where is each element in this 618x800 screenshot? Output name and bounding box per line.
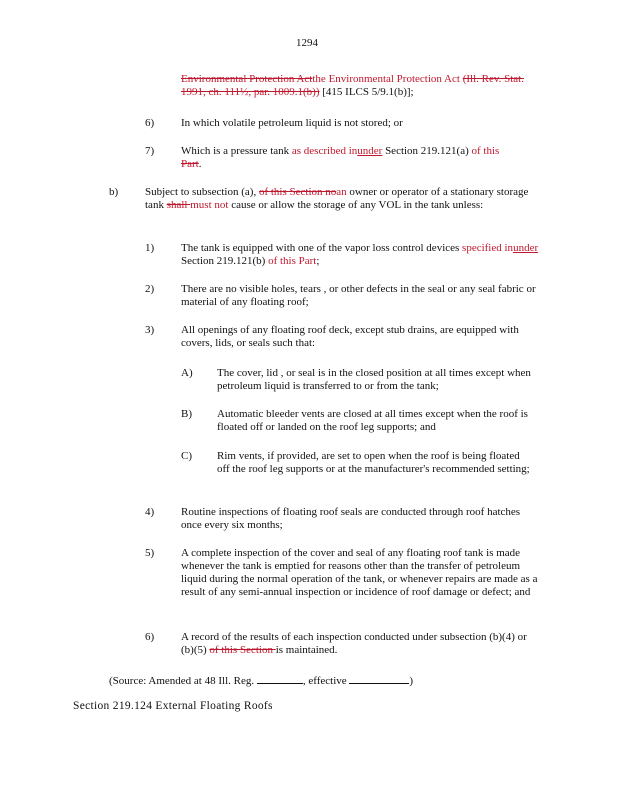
- item-number: 1): [145, 242, 155, 254]
- item-number: 5): [145, 547, 155, 559]
- plain-text: ;: [316, 255, 320, 267]
- subitem-text: Automatic bleeder vents are closed at all times except when the roof is floated off or landed on the roof leg supports; and: [217, 408, 528, 433]
- inserted-text: an: [336, 186, 347, 198]
- inserted-underlined-text: under: [357, 145, 383, 157]
- plain-text: A record of the results of each inspection conducted under subsection (b)(4) or (b)(5): [181, 631, 527, 656]
- inserted-text: specified in: [462, 242, 514, 254]
- item-number: 2): [145, 283, 155, 295]
- subitem-text: Rim vents, if provided, are set to open when the roof is being floated off the roof leg supports or at the manufacturer's recommended setting;: [217, 450, 530, 475]
- item-text: [181, 145, 541, 171]
- plain-text: The tank is equipped with one of the vapor loss control devices: [181, 242, 463, 254]
- deleted-text: of this Section: [209, 644, 276, 656]
- subsection-letter: b): [109, 186, 119, 198]
- effective-date-blank: [349, 673, 409, 684]
- item-text: [181, 631, 541, 657]
- plain-text: ): [409, 675, 414, 687]
- subitem-letter: C): [181, 450, 192, 462]
- item-text: There are no visible holes, tears , or other defects in the seal or any seal fabric or material of any floating roof;: [181, 283, 536, 308]
- plain-text: Section 219.121(b): [181, 255, 269, 267]
- page-number: 1294: [296, 37, 318, 49]
- plain-text: Subject to subsection (a),: [145, 186, 259, 198]
- inserted-text: of this: [471, 145, 500, 157]
- plain-text: owner or operator of a stationary storage tank: [145, 186, 529, 211]
- plain-text: Section 219.121(a): [382, 145, 472, 157]
- item-text: A complete inspection of the cover and seal of any floating roof tank is made whenever the tank is emptied for reasons other than the transfer of petroleum liquid during the normal operation of the tank, or whenever repairs are made as a result of any semi-annual inspection or incidence of roof damage or defect; and: [181, 547, 538, 598]
- deleted-text: Environmental Protection Act: [181, 73, 313, 85]
- deleted-text: of this Section no: [258, 186, 337, 198]
- item-text: All openings of any floating roof deck, except stub drains, are equipped with covers, lids, or seals such that:: [181, 324, 519, 349]
- plain-text: Which is a pressure tank: [181, 145, 292, 157]
- inserted-underlined-text: under: [513, 242, 539, 254]
- deleted-text: shall: [166, 199, 191, 211]
- inserted-text: must not: [190, 199, 229, 211]
- subitem-text: The cover, lid , or seal is in the closed position at all times except when petroleum liquid is transferred to or from the tank;: [217, 367, 531, 392]
- plain-text: , effective: [302, 675, 350, 687]
- item-number: 3): [145, 324, 155, 336]
- reg-blank: [257, 673, 303, 684]
- item-number: 6): [145, 631, 155, 643]
- source-note: [109, 673, 549, 688]
- plain-text: (Source: Amended at 48 Ill. Reg.: [109, 675, 257, 687]
- deleted-text: Part: [181, 158, 199, 170]
- item-number: 4): [145, 506, 155, 518]
- subitem-letter: B): [181, 408, 192, 420]
- section-heading: Section 219.124 External Floating Roofs: [73, 700, 273, 712]
- plain-text: .: [198, 158, 202, 170]
- item-number: 7): [145, 145, 155, 157]
- plain-text: [415 ILCS 5/9.1(b)];: [319, 86, 414, 98]
- plain-text: is maintained.: [275, 644, 338, 656]
- inserted-text: as described in: [291, 145, 358, 157]
- item-text: Routine inspections of floating roof seals are conducted through roof hatches once every six months;: [181, 506, 521, 531]
- item-text: [181, 242, 541, 268]
- inserted-text: of this Part: [268, 255, 317, 267]
- item-number: 6): [145, 117, 155, 129]
- intro-text: [181, 73, 541, 99]
- inserted-text: the Environmental Protection Act: [312, 73, 463, 85]
- plain-text: cause or allow the storage of any VOL in the tank unless:: [228, 199, 484, 211]
- subsection-text: [145, 186, 535, 212]
- item-text: In which volatile petroleum liquid is not stored; or: [181, 117, 403, 129]
- subitem-letter: A): [181, 367, 193, 379]
- deleted-text: (Ill. Rev. Stat. 1991, ch. 111½, par. 1009.1(b)): [181, 73, 524, 98]
